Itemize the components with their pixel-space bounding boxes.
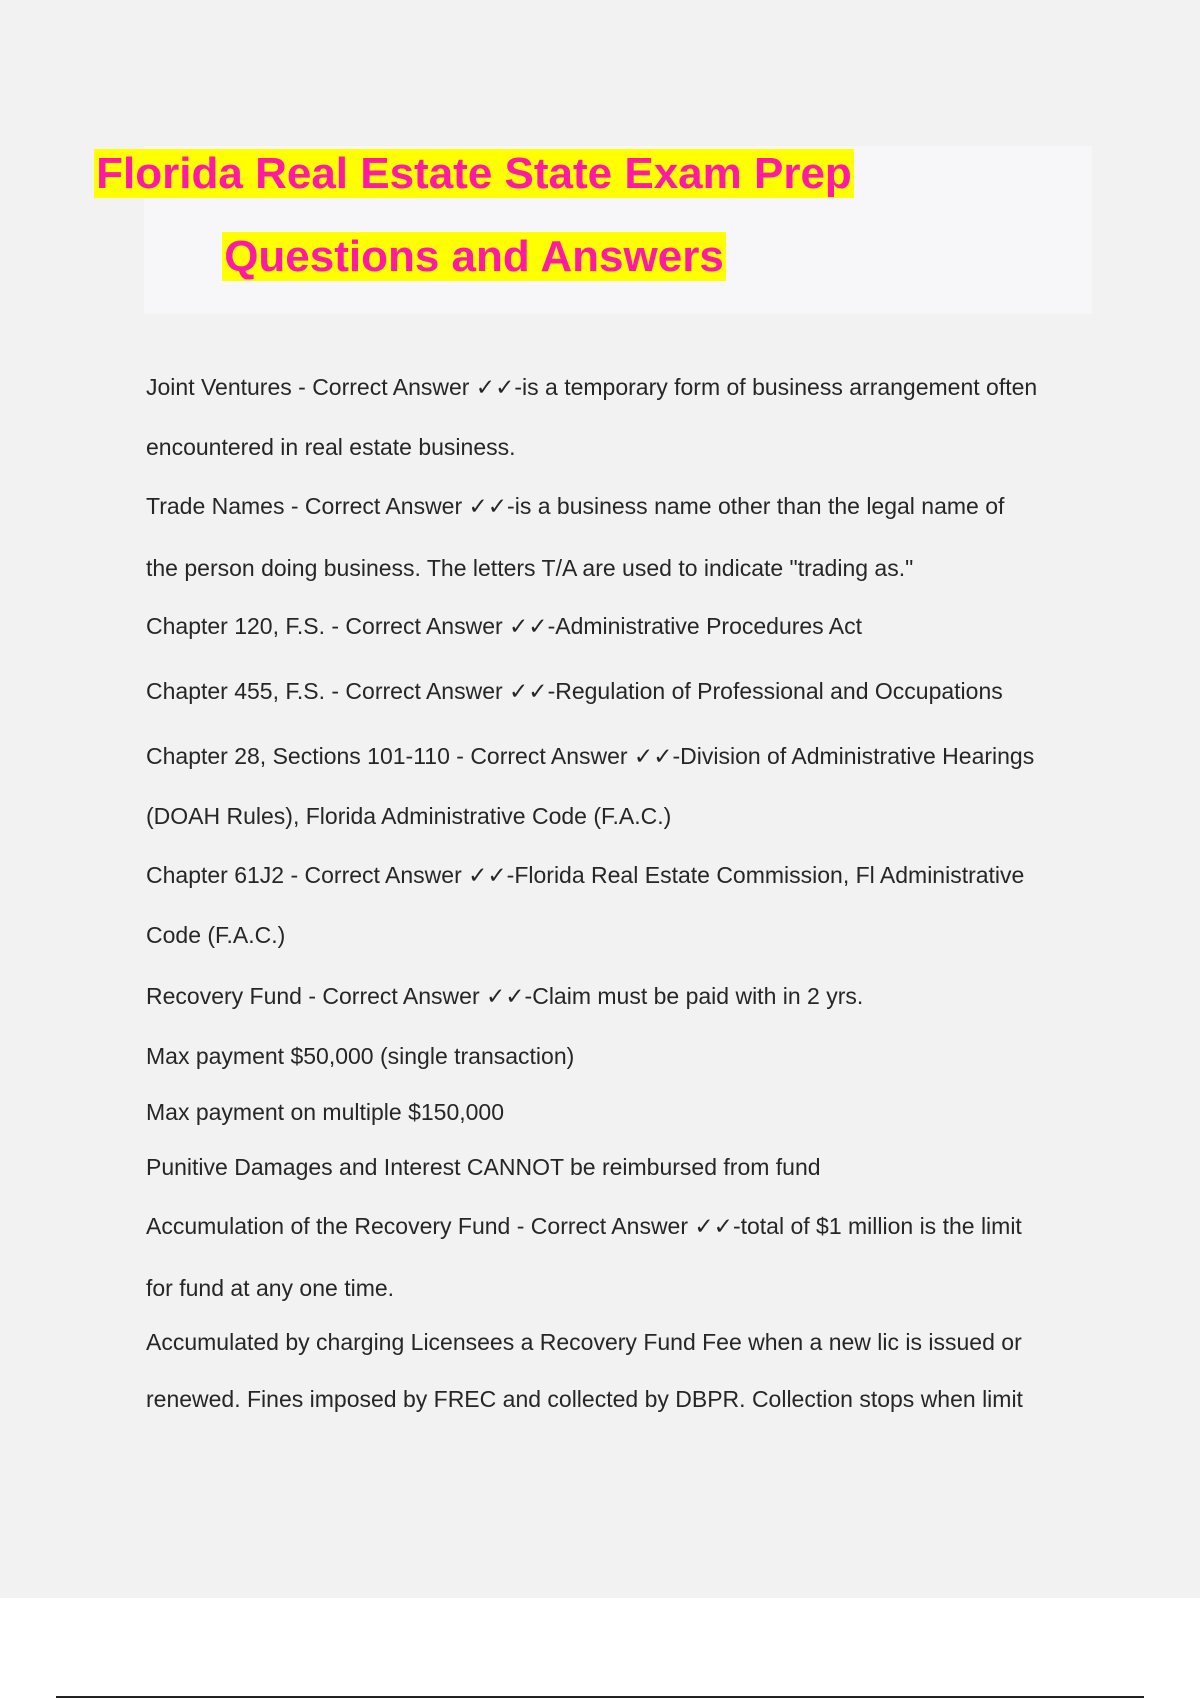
title-highlight: Questions and Answers	[224, 232, 724, 281]
text-line: renewed. Fines imposed by FREC and collected by DBPR. Collection stops when limit	[146, 1386, 1023, 1412]
text-line: Accumulation of the Recovery Fund - Correct Answer ✓✓-total of $1 million is the limit	[146, 1213, 1022, 1239]
text-line: Chapter 455, F.S. - Correct Answer ✓✓-Regulation of Professional and Occupations	[146, 678, 1003, 704]
text-line: Chapter 28, Sections 101-110 - Correct Answer ✓✓-Division of Administrative Hearings	[146, 743, 1035, 769]
text-line: Max payment $50,000 (single transaction)	[146, 1043, 575, 1069]
text-line: Recovery Fund - Correct Answer ✓✓-Claim must be paid with in 2 yrs.	[146, 983, 864, 1009]
text-line: the person doing business. The letters T/A are used to indicate "trading as."	[146, 555, 914, 581]
text-line: Joint Ventures - Correct Answer ✓✓-is a temporary form of business arrangement often	[146, 374, 1038, 400]
text-line: Trade Names - Correct Answer ✓✓-is a business name other than the legal name of	[146, 493, 1005, 519]
text-line: Chapter 61J2 - Correct Answer ✓✓-Florida Real Estate Commission, Fl Administrative	[146, 862, 1025, 888]
text-line: Chapter 120, F.S. - Correct Answer ✓✓-Administrative Procedures Act	[146, 613, 863, 639]
text-line: Max payment on multiple $150,000	[146, 1099, 504, 1125]
text-line: Punitive Damages and Interest CANNOT be reimbursed from fund	[146, 1154, 821, 1180]
text-line: (DOAH Rules), Florida Administrative Code (F.A.C.)	[146, 803, 672, 829]
title-highlight: Florida Real Estate State Exam Prep	[96, 149, 852, 198]
text-line: Accumulated by charging Licensees a Recovery Fund Fee when a new lic is issued or	[146, 1329, 1022, 1355]
text-line: Code (F.A.C.)	[146, 922, 286, 948]
text-line: for fund at any one time.	[146, 1275, 395, 1301]
text-line: encountered in real estate business.	[146, 434, 516, 460]
footer-rule	[56, 1696, 1144, 1698]
